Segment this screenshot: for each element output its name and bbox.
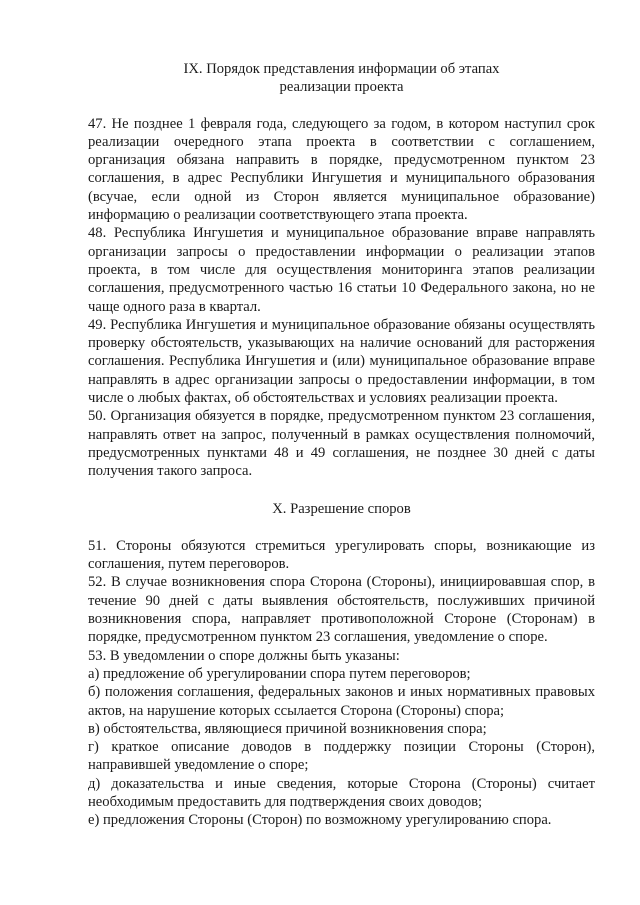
- list-item-g: г) краткое описание доводов в поддержку позиции Стороны (Сторон), направившей уведомление о споре;: [88, 739, 595, 774]
- paragraph-49: 49. Республика Ингушетия и муниципальное образование обязаны осуществлять проверку обстоятельств, указывающих на наличие оснований для расторжения соглашения. Республика Ингушетия и (или) муниципальное образование вправе направлять в адрес организации запросы о предоставлении информации, в том числе о любых фактах, об обстоятельствах и условиях реализации проекта.: [88, 316, 595, 407]
- section-9-heading: [88, 60, 595, 97]
- list-item-e: е) предложения Стороны (Сторон) по возможному урегулированию спора.: [88, 812, 552, 829]
- list-item-b: б) положения соглашения, федеральных законов и иных нормативных правовых актов, на нарушение которых ссылается Сторона (Стороны) спора;: [88, 684, 595, 719]
- paragraph-51: 51. Стороны обязуются стремиться урегулировать споры, возникающие из соглашения, путем переговоров.: [88, 537, 595, 573]
- document-page: [88, 60, 595, 830]
- list-item-d: д) доказательства и иные сведения, которые Сторона (Стороны) считает необходимым предоставить для подтверждения своих доводов;: [88, 775, 595, 810]
- list-item-a: а) предложение об урегулировании спора путем переговоров;: [88, 665, 471, 682]
- list-item-v: в) обстоятельства, являющиеся причиной возникновения спора;: [88, 720, 487, 737]
- section-9-title-line-1: IX. Порядок представления информации об этапах: [183, 61, 500, 77]
- paragraph-50: 50. Организация обязуется в порядке, предусмотренном пунктом 23 соглашения, направлять ответ на запрос, полученный в рамках осуществления полномочий, предусмотренных пунктами 48 и 49 соглашения, не позднее 30 дней с даты получения такого запроса.: [88, 408, 595, 480]
- paragraph-53: 53. В уведомлении о споре должны быть указаны:: [88, 647, 400, 664]
- section-10-heading: X. Разрешение споров: [272, 500, 411, 517]
- paragraph-48: 48. Республика Ингушетия и муниципальное образование вправе направлять организации запросы о предоставлении информации о реализации этапов проекта, в том числе для осуществления мониторинга этапов реализации соглашения, предусмотренного частью 16 статьи 10 Федерального закона, но не чаще одного раза в квартал.: [88, 225, 595, 315]
- section-9-title-line-2: реализации проекта: [279, 79, 404, 96]
- paragraph-47: 47. Не позднее 1 февраля года, следующего за годом, в котором наступил срок реализации очередного этапа проекта в соответствии с соглашением, организация обязана направить в порядке, предусмотренном пунктом 23 соглашения, в адрес Республики Ингушетия и муниципального образования (всучае, если одной из Сторон является муниципальное образование) информацию о реализации соответствующего этапа проекта.: [88, 115, 595, 224]
- paragraph-52: 52. В случае возникновения спора Сторона (Стороны), инициировавшая спор, в течение 90 дней с даты выявления обстоятельств, послуживших причиной возникновения спора, направляет противоположной Стороне (Сторонам) в порядке, предусмотренном пунктом 23 соглашения, уведомление о споре.: [88, 574, 595, 646]
